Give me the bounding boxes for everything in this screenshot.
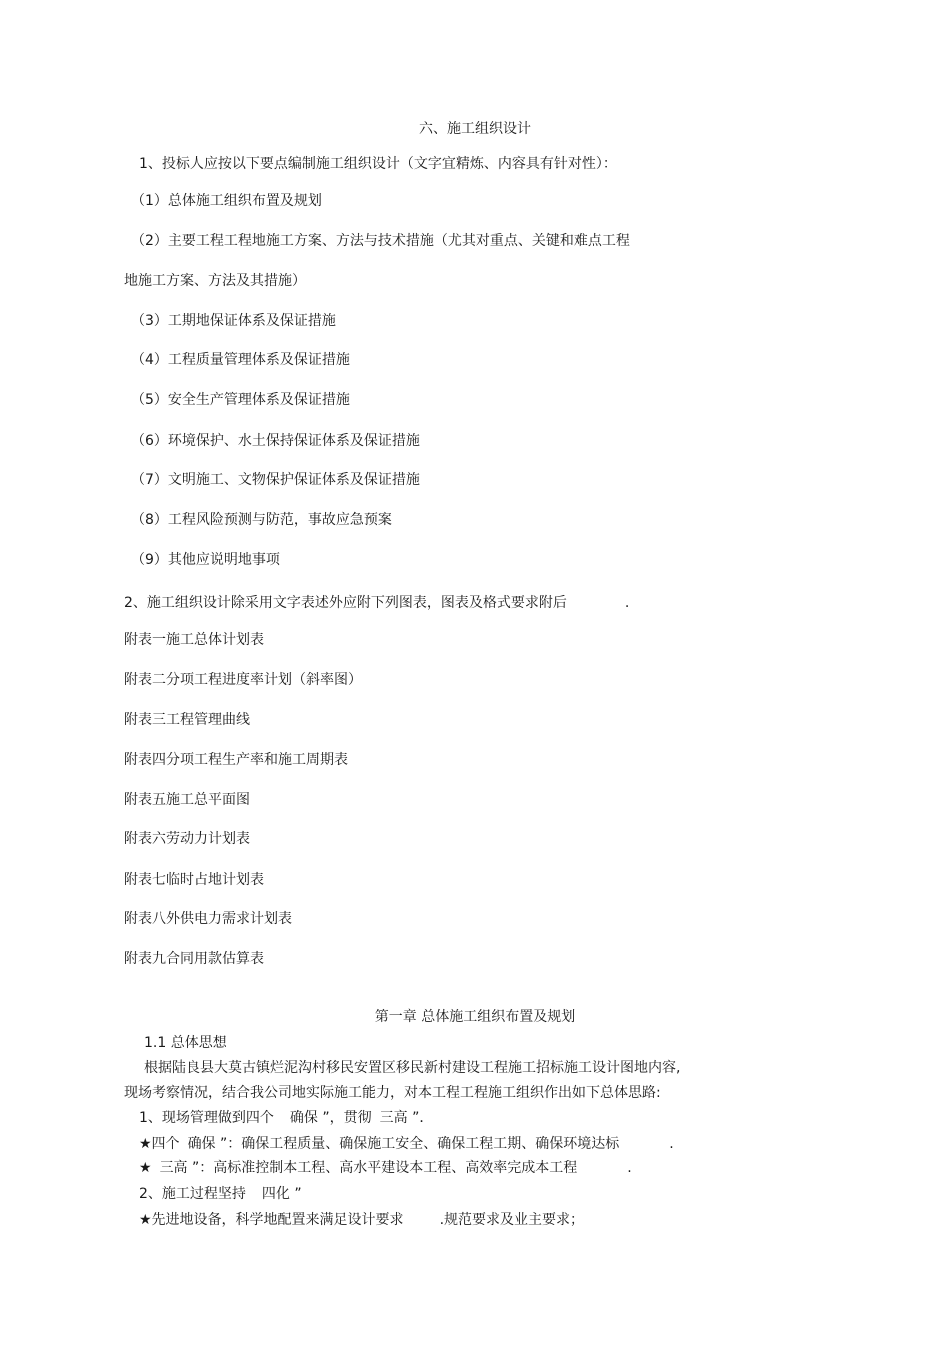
principle-text: . <box>669 1136 674 1152</box>
principle-text: 2、施工过程坚持 <box>139 1186 246 1202</box>
attachment-item: 附表三工程管理曲线 <box>124 712 250 728</box>
item2-end: . <box>624 595 630 611</box>
list-item: （7）文明施工、文物保护保证体系及保证措施 <box>131 472 420 488</box>
list-item: （8）工程风险预测与防范，事故应急预案 <box>131 512 392 528</box>
list-item: 地施工方案、方法及其措施） <box>124 273 306 289</box>
principle-text: 三高 ”． <box>379 1110 434 1126</box>
section-title: 六、施工组织设计 <box>419 121 531 137</box>
list-item: （1）总体施工组织布置及规划 <box>131 193 322 209</box>
attachment-item: 附表四分项工程生产率和施工周期表 <box>124 752 348 768</box>
principle-line <box>139 1185 302 1203</box>
paragraph-line: 根据陆良县大莫古镇烂泥沟村移民安置区移民新村建设工程施工招标施工设计图地内容, <box>144 1060 681 1076</box>
principle-text: .规范要求及业主要求； <box>439 1212 585 1228</box>
principle-text: ★ <box>139 1160 152 1176</box>
attachment-item: 附表六劳动力计划表 <box>124 831 250 847</box>
paragraph-line: 现场考察情况，结合我公司地实际施工能力，对本工程工程施工组织作出如下总体思路: <box>124 1085 661 1101</box>
list-item: （4）工程质量管理体系及保证措施 <box>131 352 350 368</box>
principle-text: 确保 ”：确保工程质量、确保施工安全、确保工程工期、确保环境达标 <box>187 1136 620 1152</box>
item2-text: 2、施工组织设计除采用文字表述外应附下列图表，图表及格式要求附后 <box>124 595 567 611</box>
principle-text: ★先进地设备，科学地配置来满足设计要求 <box>139 1212 404 1228</box>
principle-text: . <box>627 1160 632 1176</box>
principle-line <box>139 1109 433 1127</box>
principle-line <box>139 1211 584 1229</box>
attachment-item: 附表九合同用款估算表 <box>124 951 264 967</box>
attachment-item: 附表五施工总平面图 <box>124 792 250 808</box>
list-item: （2）主要工程工程地施工方案、方法与技术措施（尤其对重点、关键和难点工程 <box>131 233 630 249</box>
principle-text: 确保 ”，贯彻 <box>289 1110 372 1126</box>
attachment-item: 附表八外供电力需求计划表 <box>124 911 292 927</box>
principle-text: ★四个 <box>139 1136 180 1152</box>
list-item: （3）工期地保证体系及保证措施 <box>131 313 336 329</box>
principle-text: 四化 ” <box>261 1186 302 1202</box>
list-item: （9）其他应说明地事项 <box>131 552 280 568</box>
attachment-item: 附表一施工总体计划表 <box>124 632 264 648</box>
list-item: （6）环境保护、水土保持保证体系及保证措施 <box>131 433 420 449</box>
principle-text: 1、现场管理做到四个 <box>139 1110 274 1126</box>
principle-line <box>139 1135 674 1153</box>
principle-text: 三高 ”：高标准控制本工程、高水平建设本工程、高效率完成本工程 <box>159 1160 578 1176</box>
intro-line: 1、投标人应按以下要点编制施工组织设计（文字宜精炼、内容具有针对性）： <box>139 156 617 172</box>
chapter-title: 第一章 总体施工组织布置及规划 <box>374 1009 576 1025</box>
attachment-item: 附表七临时占地计划表 <box>124 872 264 888</box>
attachment-item: 附表二分项工程进度率计划（斜率图） <box>124 672 362 688</box>
list-item: （5）安全生产管理体系及保证措施 <box>131 392 350 408</box>
item2-line <box>124 594 629 612</box>
principle-line <box>139 1159 632 1177</box>
subsection-title: 1.1 总体思想 <box>144 1035 227 1051</box>
